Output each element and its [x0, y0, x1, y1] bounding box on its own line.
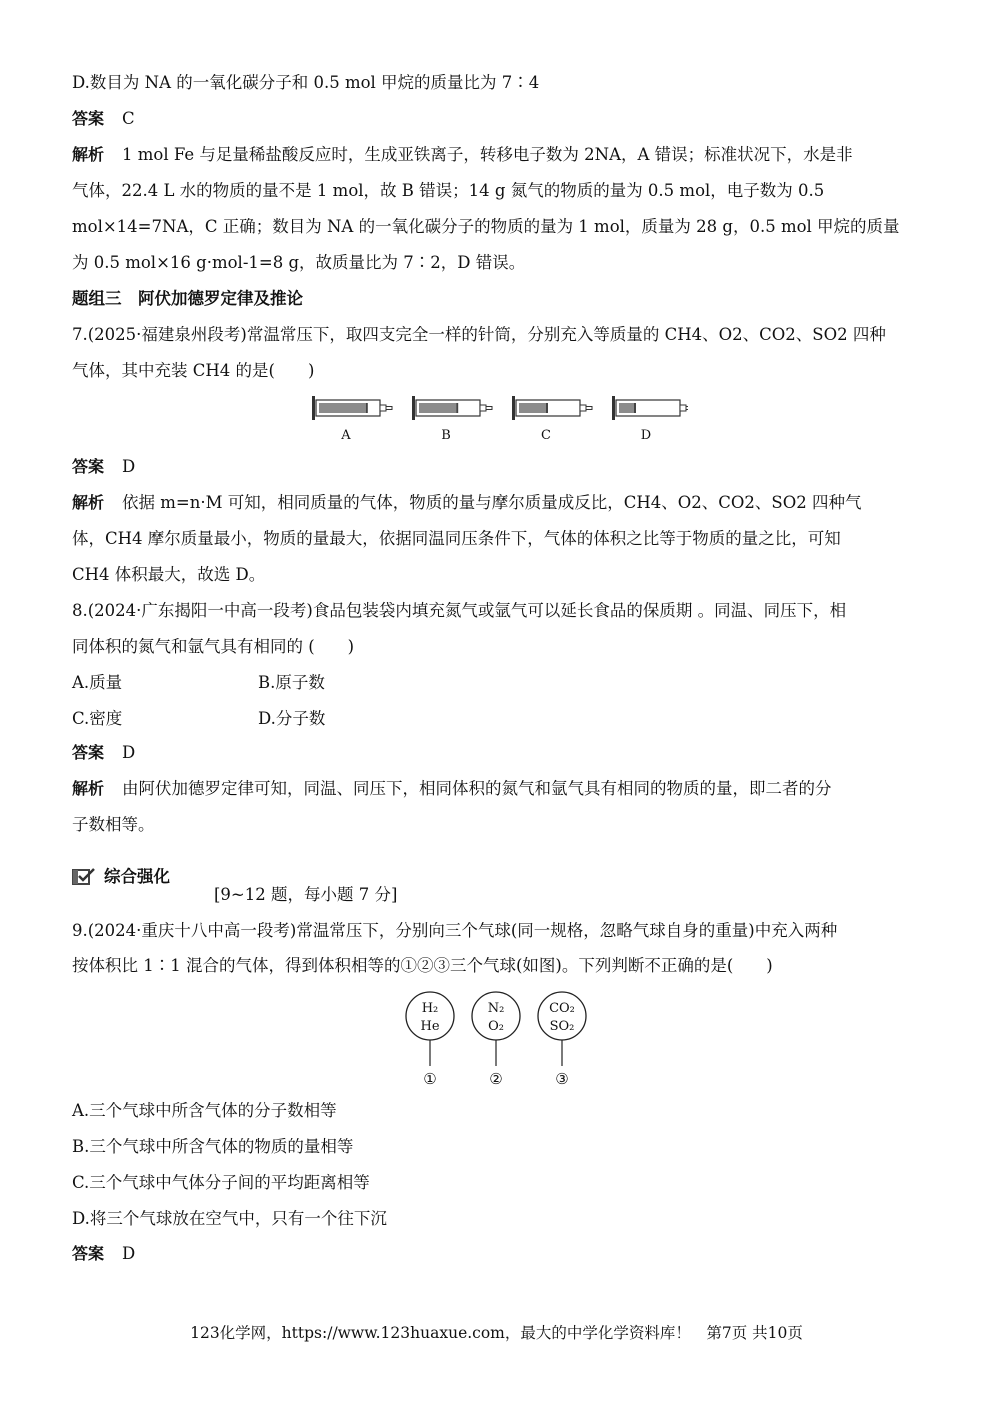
syringe-tip	[686, 407, 688, 410]
answer-value: D	[122, 457, 136, 476]
syringe-piston	[546, 403, 548, 413]
syringe-piston	[634, 403, 636, 413]
q8-explanation-2: 子数相等。	[72, 815, 155, 834]
balloon-gas-2: O₂	[488, 1019, 504, 1034]
answer-label: 答案	[72, 1244, 105, 1263]
q6-explanation-4: 为 0.5 mol×16 g·mol-1=8 g，故质量比为 7∶2，D 错误。	[72, 253, 526, 272]
syringe-gas-fill	[419, 403, 456, 413]
syringe-nozzle	[480, 405, 486, 411]
q8-explanation-1	[72, 778, 922, 800]
syringe-gas-fill	[519, 403, 546, 413]
q9-stem-2: 按体积比 1∶1 混合的气体，得到体积相等的①②③三个气球(如图)。下列判断不正确的是( )	[72, 956, 773, 975]
balloon-2	[472, 992, 520, 1088]
explanation-text: 由阿伏加德罗定律可知，同温、同压下，相同体积的氮气和氩气具有相同的物质的量，即二者的分	[122, 779, 832, 798]
balloon-3	[538, 992, 586, 1088]
syringe-c	[512, 396, 592, 443]
page-footer: 123化学网，https://www.123huaxue.com，最大的中学化学资料库！ 第7页 共10页	[190, 1324, 803, 1342]
q7-answer	[72, 456, 922, 478]
explanation-text: 依据 m=n·M 可知，相同质量的气体，物质的量与摩尔质量成反比，CH4、O2、CO2、SO2 四种气	[122, 493, 862, 512]
syringe-tip	[486, 407, 492, 410]
answer-value: D	[122, 743, 136, 762]
q9-option-b: B.三个气球中所含气体的物质的量相等	[72, 1137, 354, 1156]
section-score-note: [9~12 题，每小题 7 分]	[214, 885, 398, 904]
q8-option-d: D.分子数	[258, 709, 326, 728]
answer-value: D	[122, 1244, 136, 1263]
balloon-number: ②	[489, 1070, 503, 1088]
section-heading: 题组三 阿伏加德罗定律及推论	[72, 289, 303, 308]
balloon-gas-1: H₂	[421, 1001, 439, 1016]
balloons-figure	[398, 988, 598, 1092]
syringe-a	[312, 396, 392, 443]
balloon-number: ③	[555, 1070, 569, 1088]
syringes-figure	[308, 392, 688, 444]
syringe-piston	[366, 403, 368, 413]
syringe-tip	[386, 407, 392, 410]
q9-stem-1: 9.(2024·重庆十八中高一段考)常温常压下，分别向三个气球(同一规格，忽略气球自身的重量)中充入两种	[72, 921, 838, 940]
q9-option-c: C.三个气球中气体分子间的平均距离相等	[72, 1173, 370, 1192]
balloon-gas-1: N₂	[487, 1001, 505, 1016]
answer-label: 答案	[72, 457, 105, 476]
q8-options-row-1	[72, 672, 922, 694]
q7-explanation-3: CH4 体积最大，故选 D。	[72, 565, 266, 584]
explanation-label: 解析	[72, 779, 105, 798]
balloon-gas-1: CO₂	[549, 1001, 575, 1016]
q7-stem-2: 气体，其中充装 CH4 的是( )	[72, 361, 315, 380]
q8-option-a: A.质量	[72, 673, 123, 692]
explanation-label: 解析	[72, 493, 105, 512]
q7-explanation-2: 体，CH4 摩尔质量最小，物质的量最大，依据同温同压条件下，气体的体积之比等于物质的量之比，可知	[72, 529, 841, 548]
q6-explanation-1	[72, 144, 922, 166]
answer-value: C	[122, 109, 135, 128]
syringe-nozzle	[680, 405, 686, 411]
syringe-gas-fill	[319, 403, 366, 413]
section-banner-title: 综合强化	[104, 867, 170, 886]
q6-explanation-2: 气体，22.4 L 水的物质的量不是 1 mol，故 B 错误；14 g 氮气的物质的量为 0.5 mol，电子数为 0.5	[72, 181, 825, 200]
syringe-gas-fill	[619, 403, 634, 413]
balloon-gas-2: He	[420, 1019, 440, 1034]
syringe-label: B	[441, 428, 451, 443]
checkmark-box-icon	[72, 867, 96, 885]
q9-answer	[72, 1243, 922, 1265]
answer-label: 答案	[72, 109, 105, 128]
q8-option-b: B.原子数	[258, 673, 325, 692]
explanation-label: 解析	[72, 145, 105, 164]
syringe-nozzle	[380, 405, 386, 411]
syringe-flange	[512, 396, 515, 420]
syringe-label: D	[640, 428, 652, 443]
syringe-d	[612, 396, 688, 443]
q8-stem-2: 同体积的氮气和氩气具有相同的 ( )	[72, 637, 355, 656]
q8-options-row-2	[72, 708, 922, 730]
q6-option-d: D.数目为 NA 的一氧化碳分子和 0.5 mol 甲烷的质量比为 7∶4	[72, 73, 540, 92]
q6-answer	[72, 108, 922, 130]
syringe-flange	[312, 396, 315, 420]
q9-option-a: A.三个气球中所含气体的分子数相等	[72, 1101, 337, 1120]
q8-option-c: C.密度	[72, 709, 123, 728]
q6-explanation-3: mol×14=7NA，C 正确；数目为 NA 的一氧化碳分子的物质的量为 1 mol，质量为 28 g，0.5 mol 甲烷的质量	[72, 217, 900, 236]
balloon-number: ①	[423, 1070, 437, 1088]
q7-explanation-1	[72, 492, 922, 514]
syringe-tip	[586, 407, 592, 410]
q8-stem-1: 8.(2024·广东揭阳一中高一段考)食品包装袋内填充氮气或氩气可以延长食品的保质期 。同温、同压下，相	[72, 601, 847, 620]
syringe-label: A	[341, 428, 351, 443]
syringe-flange	[612, 396, 615, 420]
q9-option-d: D.将三个气球放在空气中，只有一个往下沉	[72, 1209, 387, 1228]
answer-label: 答案	[72, 743, 105, 762]
syringe-flange	[412, 396, 415, 420]
balloon-1	[406, 992, 454, 1088]
syringe-nozzle	[580, 405, 586, 411]
syringe-label: C	[541, 428, 551, 443]
balloon-gas-2: SO₂	[549, 1019, 575, 1034]
q7-stem-1: 7.(2025·福建泉州段考)常温常压下，取四支完全一样的针筒，分别充入等质量的 CH4、O2、CO2、SO2 四种	[72, 325, 886, 344]
syringe-b	[412, 396, 492, 443]
explanation-text: 1 mol Fe 与足量稀盐酸反应时，生成亚铁离子，转移电子数为 2NA，A 错误；标准状况下，水是非	[122, 145, 853, 164]
q8-answer	[72, 742, 922, 764]
syringe-piston	[456, 403, 458, 413]
